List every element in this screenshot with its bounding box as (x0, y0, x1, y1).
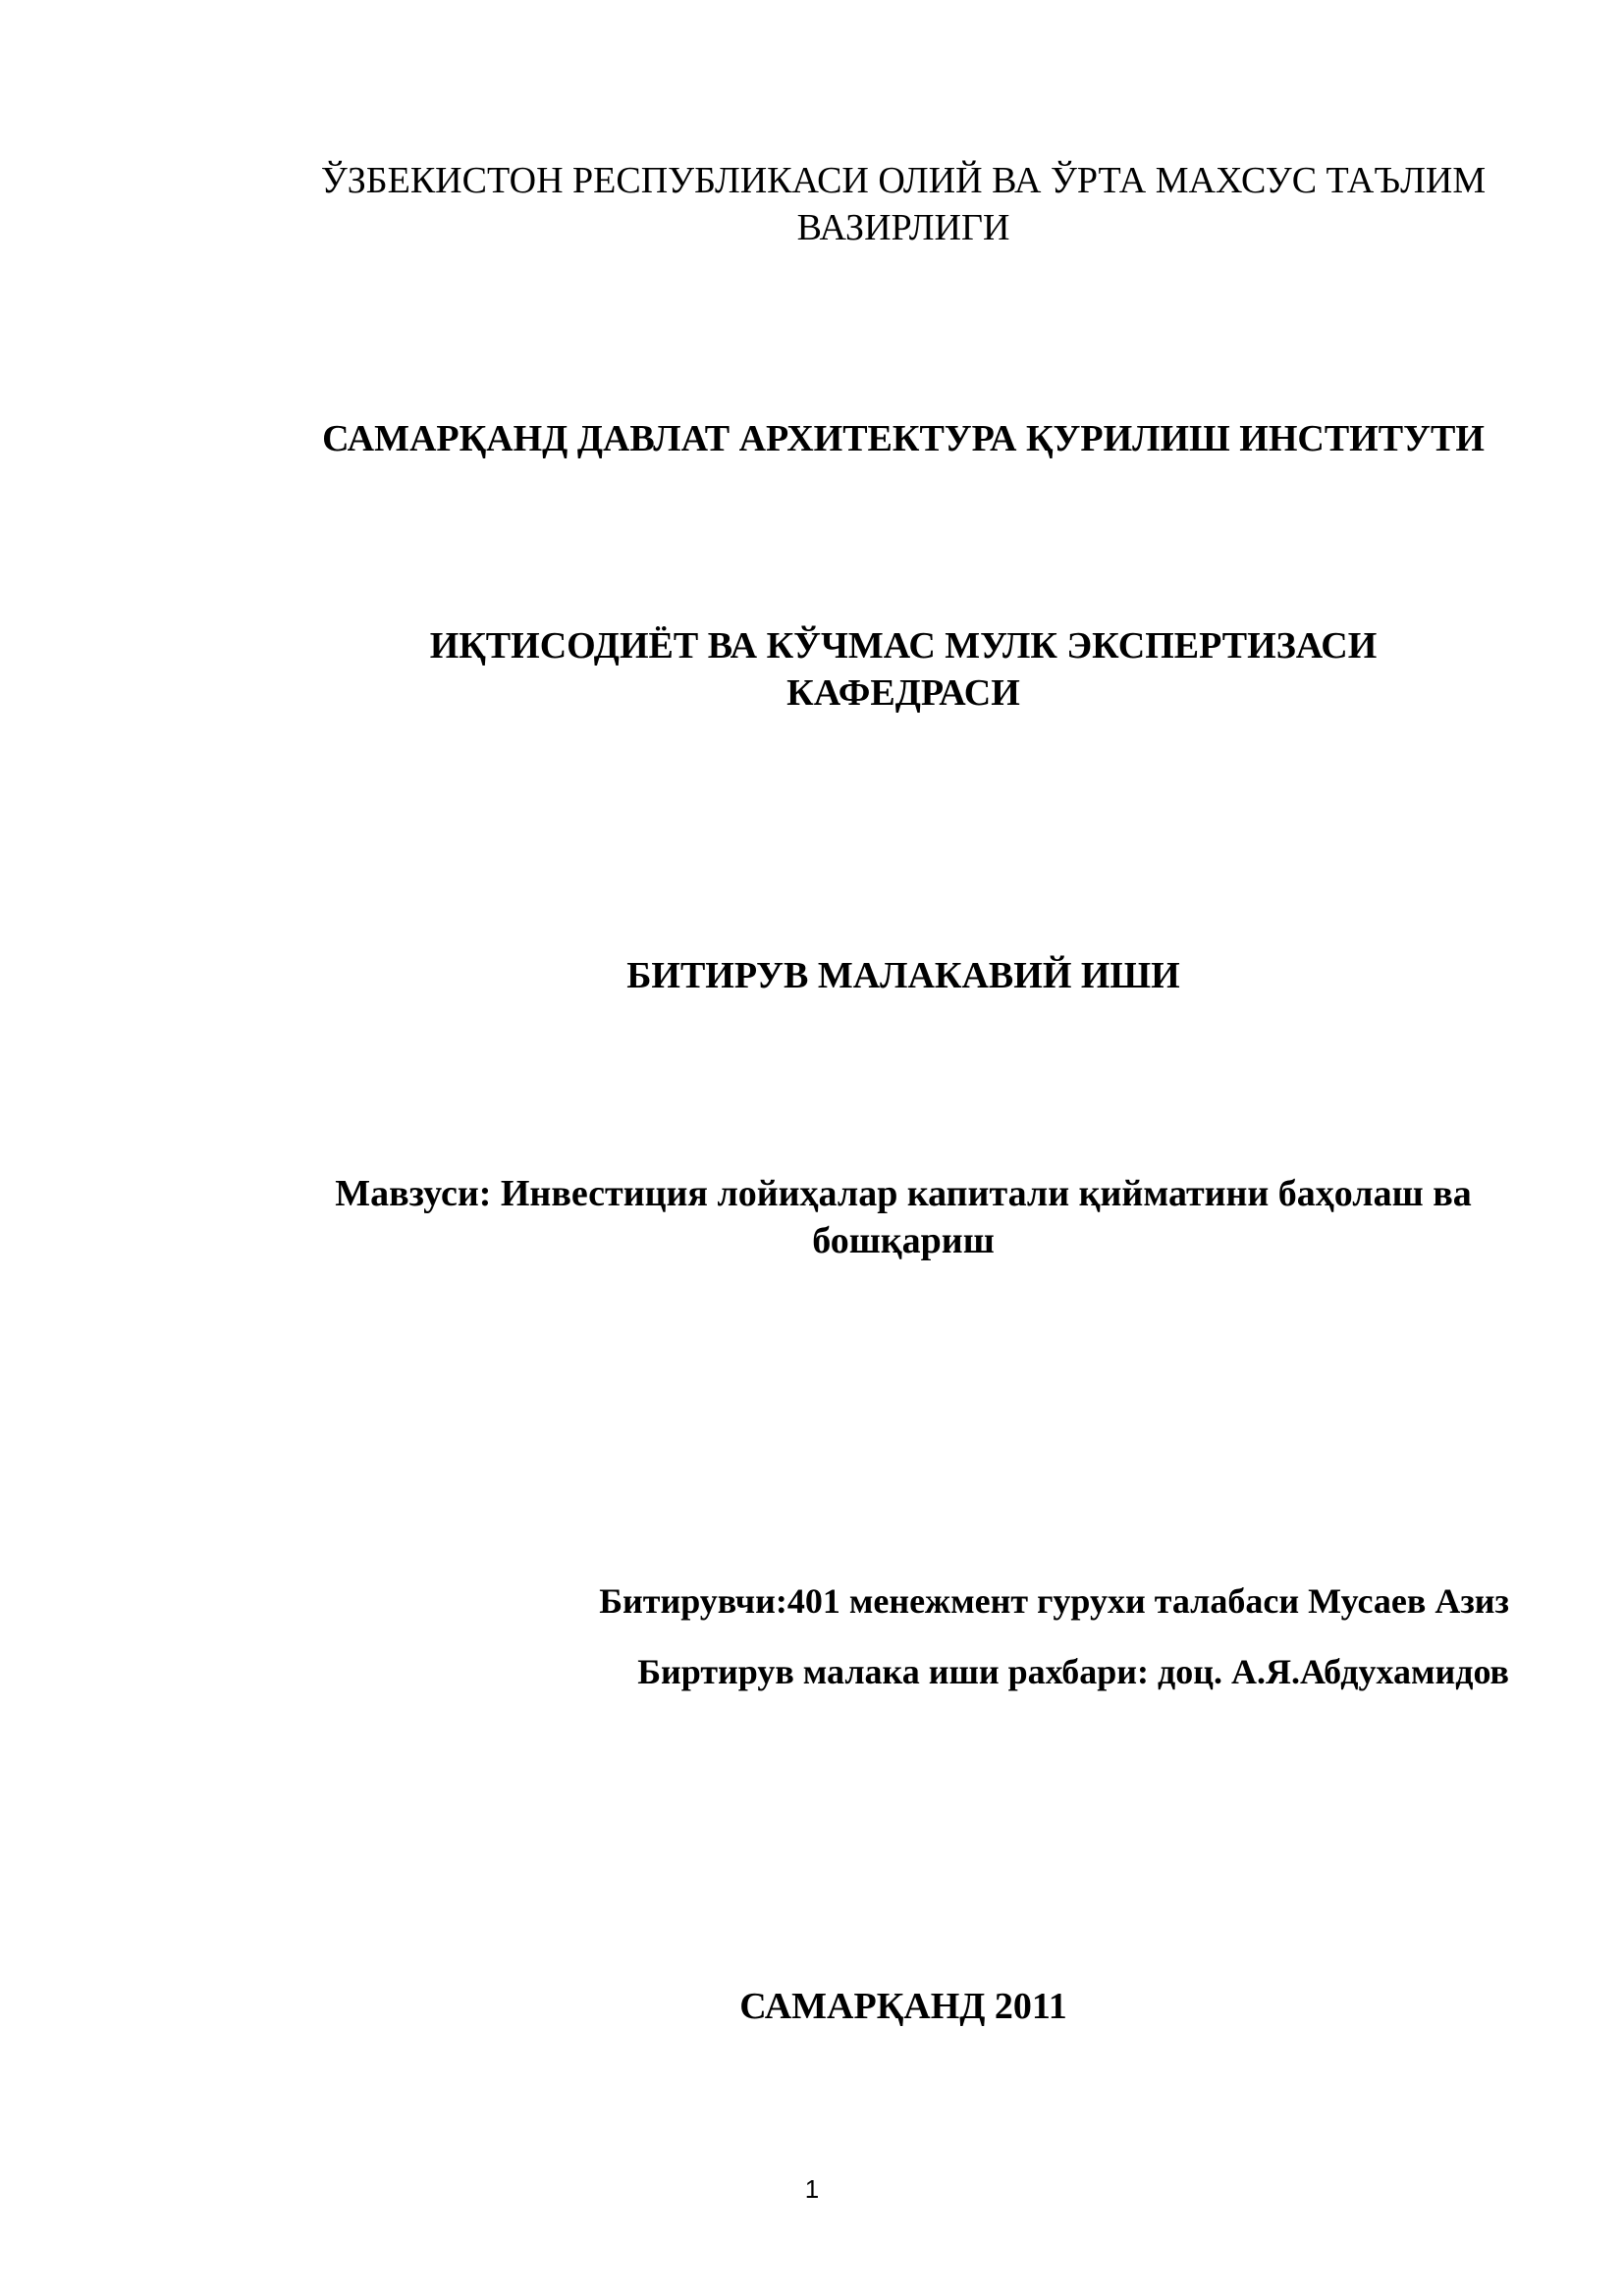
ministry-heading (245, 157, 1561, 251)
department-line-1: ИҚТИСОДИЁТ ВА КЎЧМАС МУЛК ЭКСПЕРТИЗАСИ (429, 625, 1378, 667)
topic-line-2: бошқариш (812, 1220, 995, 1261)
topic-heading (245, 1170, 1561, 1264)
graduate-info: Битирувчи:401 менежмент гурухи талабаси Мусаев Азиз (599, 1581, 1509, 1621)
department-line-2: КАФЕДРАСИ (786, 672, 1020, 714)
institute-name: САМАРҚАНД ДАВЛАТ АРХИТЕКТУРА ҚУРИЛИШ ИНСТИТУТИ (322, 418, 1485, 459)
topic-line-1: Мавзуси: Инвестиция лойиҳалар капитали қийматини баҳолаш ва (335, 1173, 1472, 1214)
department-heading (245, 622, 1561, 717)
page-number: 1 (804, 2174, 820, 2204)
supervisor-info: Биртирув малака иши рахбари: доц. А.Я.Абдухамидов (637, 1652, 1509, 1691)
city-year: САМАРҚАНД 2011 (739, 1986, 1067, 2027)
work-type-title: БИТИРУВ МАЛАКАВИЙ ИШИ (626, 955, 1180, 996)
ministry-line-2: ВАЗИРЛИГИ (796, 207, 1010, 248)
ministry-line-1: ЎЗБЕКИСТОН РЕСПУБЛИКАСИ ОЛИЙ ВА ЎРТА МАХСУС ТАЪЛИМ (320, 160, 1487, 201)
